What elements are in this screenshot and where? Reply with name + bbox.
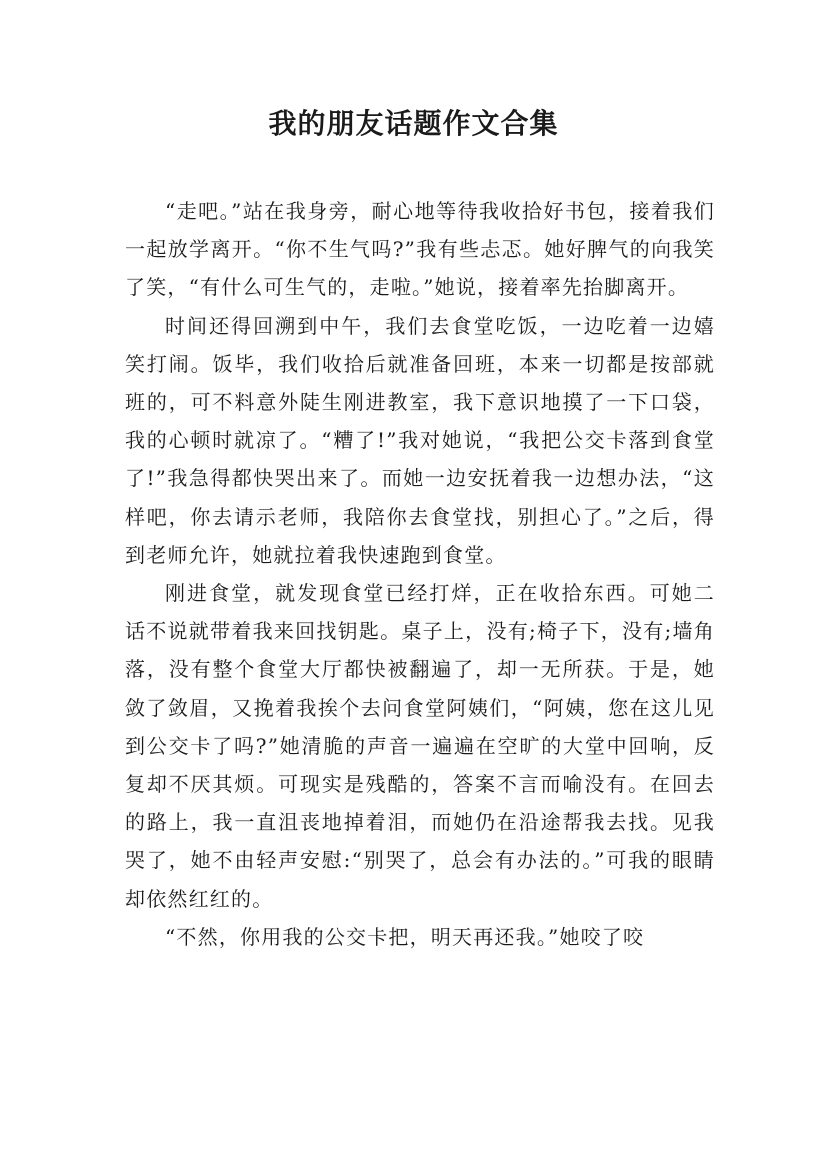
document-body bbox=[125, 192, 715, 956]
paragraph-3: 刚进食堂，就发现食堂已经打烊，正在收拾东西。可她二话不说就带着我来回找钥匙。桌子上，没有;椅子下，没有;墙角落，没有整个食堂大厅都快被翻遍了，却一无所获。于是，她敛了敛眉，又挽着我挨个去问食堂阿姨们，“阿姨，您在这儿见到公交卡了吗?”她清脆的声音一遍遍在空旷的大堂中回响，反复却不厌其烦。可现实是残酷的，答案不言而喻没有。在回去的路上，我一直沮丧地掉着泪，而她仍在沿途帮我去找。见我哭了，她不由轻声安慰:“别哭了，总会有办法的。”可我的眼睛却依然红红的。 bbox=[125, 581, 715, 911]
paragraph-1: “走吧。”站在我身旁，耐心地等待我收拾好书包，接着我们一起放学离开。“你不生气吗?”我有些忐忑。她好脾气的向我笑了笑，“有什么可生气的，走啦。”她说，接着率先抬脚离开。 bbox=[125, 199, 715, 300]
document-title: 我的朋友话题作文合集 bbox=[268, 107, 559, 140]
paragraph-4: “不然，你用我的公交卡把，明天再还我。”她咬了咬 bbox=[165, 924, 645, 949]
paragraph-2: 时间还得回溯到中午，我们去食堂吃饭，一边吃着一边嬉笑打闹。饭毕，我们收拾后就准备回班，本来一切都是按部就班的，可不料意外陡生刚进教室，我下意识地摸了一下口袋，我的心顿时就凉了。“糟了!”我对她说，“我把公交卡落到食堂了!”我急得都快哭出来了。而她一边安抚着我一边想办法，“这样吧，你去请示老师，我陪你去食堂找，别担心了。”之后，得到老师允许，她就拉着我快速跑到食堂。 bbox=[125, 313, 715, 567]
